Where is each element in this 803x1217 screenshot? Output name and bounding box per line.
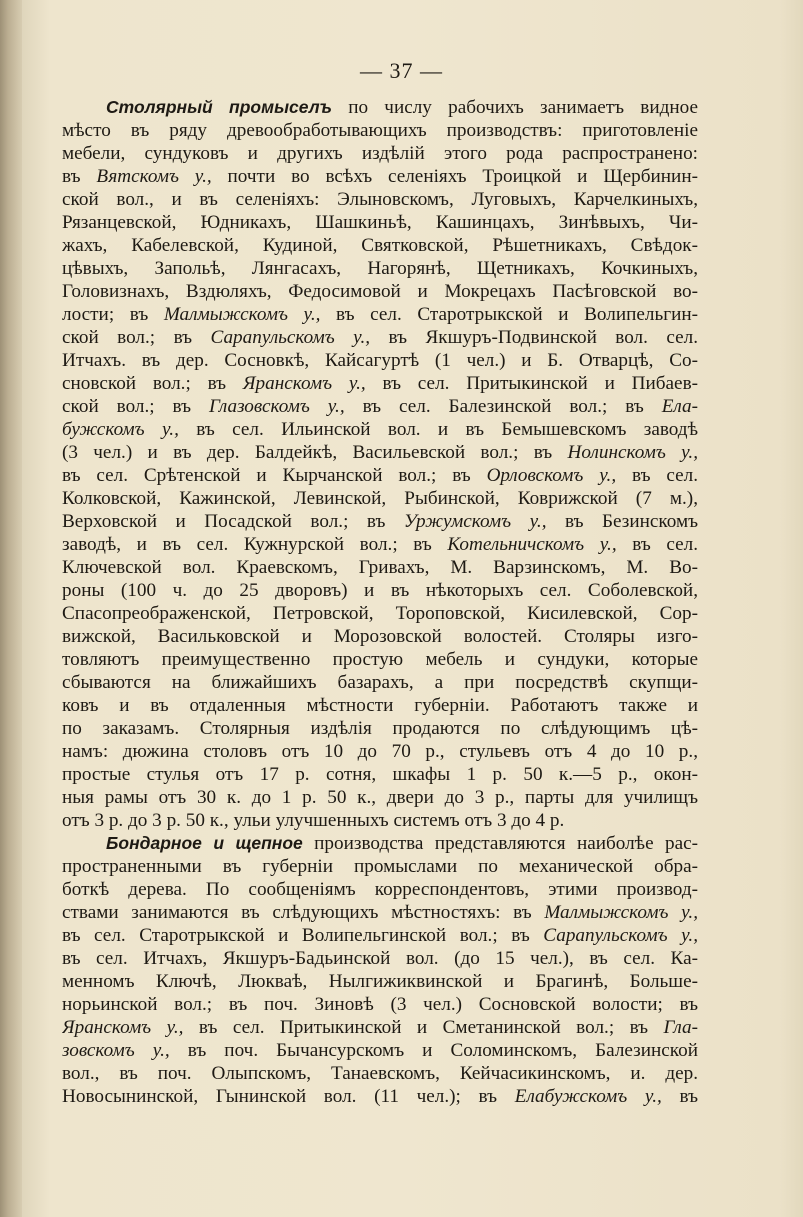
text-span: Спасопреображенской, Петровской, Тороповской, Кисилевской, Сор- <box>62 603 698 624</box>
text-line <box>62 119 698 142</box>
text-span: товляютъ преимущественно простую мебель и сундуки, которые <box>62 649 698 670</box>
text-line <box>62 1016 698 1039</box>
text-span: Головизнахъ, Вздюляхъ, Федосимовой и Мокрецахъ Пасѣговской во- <box>62 281 698 302</box>
place-name: Елабужскомъ у., <box>514 1086 662 1107</box>
text-line <box>62 901 698 924</box>
text-span: въ сел. <box>616 534 698 555</box>
text-span: пространенными въ губерніи промыслами по механической обра- <box>62 856 698 877</box>
text-line <box>62 533 698 556</box>
text-span: норьинской вол.; въ поч. Зиновѣ (3 чел.) Сосновской волости; въ <box>62 994 698 1015</box>
text-line <box>62 211 698 234</box>
text-line <box>62 234 698 257</box>
text-line <box>62 464 698 487</box>
text-span: сновской вол.; въ <box>62 373 243 394</box>
text-span: въ <box>62 166 97 187</box>
text-span: сбываются на ближайшихъ базарахъ, а при посредствѣ скупщи- <box>62 672 698 693</box>
text-span: производства представляются наиболѣе рас- <box>302 833 698 854</box>
text-line <box>62 648 698 671</box>
text-line <box>62 165 698 188</box>
text-span: роны (100 ч. до 25 дворовъ) и въ нѣкоторыхъ сел. Соболевской, <box>62 580 698 601</box>
place-name: Малмыжскомъ у., <box>163 304 321 325</box>
text-span: Новосынинской, Гынинской вол. (11 чел.); въ <box>62 1086 515 1107</box>
text-span: въ сел. Ильинской вол. и въ Бемышевскомъ заводѣ <box>178 419 698 440</box>
place-name: Ела- <box>661 396 698 417</box>
text-span: ской вол.; въ <box>62 396 209 417</box>
text-line <box>62 1062 698 1085</box>
text-span: по числу рабочихъ занимаетъ видное <box>331 97 698 118</box>
text-span: Колковской, Кажинской, Левинской, Рыбинской, Коврижской (7 м.), <box>62 488 698 509</box>
place-name: Малмыжскомъ у., <box>544 902 698 923</box>
text-span: мѣсто въ ряду древообработывающихъ производствъ: приготовленіе <box>62 120 698 141</box>
text-span: въ поч. Бычансурскомъ и Соломинскомъ, Балезинской <box>169 1040 698 1061</box>
text-line <box>62 947 698 970</box>
text-line <box>62 441 698 464</box>
text-span: въ сел. Балезинской вол.; въ <box>344 396 662 417</box>
text-line <box>62 694 698 717</box>
section-heading: Столярный промыселъ <box>106 97 332 117</box>
text-span: въ Якшуръ-Подвинской вол. сел. <box>370 327 698 348</box>
place-name: бужскомъ у., <box>62 419 179 440</box>
section-heading: Бондарное и щепное <box>106 833 303 853</box>
text-span: Рязанцевской, Юдникахъ, Шашкиньѣ, Кашинцахъ, Зинѣвыхъ, Чи- <box>62 212 698 233</box>
text-span: въ сел. Итчахъ, Якшуръ-Бадьинской вол. (до 15 чел.), въ сел. Ка- <box>62 948 698 969</box>
text-span: въ сел. Старотрыкской и Волипельгин- <box>320 304 698 325</box>
text-span: Верховской и Посадской вол.; въ <box>62 511 404 532</box>
place-name: Яранскомъ у., <box>242 373 366 394</box>
text-line <box>62 280 698 303</box>
text-line <box>62 671 698 694</box>
text-span: (3 чел.) и въ дер. Балдейкѣ, Васильевской вол.; въ <box>62 442 568 463</box>
place-name: Уржумскомъ у., <box>403 511 547 532</box>
text-line <box>62 372 698 395</box>
text-span: лости; въ <box>62 304 164 325</box>
text-span: ской вол., и въ селеніяхъ: Элыновскомъ, Луговыхъ, Карчелкиныхъ, <box>62 189 698 210</box>
text-line <box>62 395 698 418</box>
text-span: вижской, Васильковской и Морозовской волостей. Столяры изго- <box>62 626 698 647</box>
text-line <box>62 878 698 901</box>
text-line <box>62 625 698 648</box>
place-name: Орловскомъ у., <box>486 465 617 486</box>
text-line <box>62 763 698 786</box>
place-name: Котельничскомъ у., <box>447 534 617 555</box>
text-span: въ Безинскомъ <box>546 511 698 532</box>
text-span: простые стулья отъ 17 р. сотня, шкафы 1 р. 50 к.—5 р., окон- <box>62 764 698 785</box>
text-line <box>62 602 698 625</box>
text-line <box>62 303 698 326</box>
text-span: заводѣ, и въ сел. Кужнурской вол.; въ <box>62 534 448 555</box>
book-gutter-shadow <box>0 0 22 1217</box>
text-line <box>62 579 698 602</box>
text-line <box>62 1085 698 1108</box>
text-span: въ <box>661 1086 698 1107</box>
text-line <box>62 96 698 119</box>
place-name: Вятскомъ у., <box>96 166 212 187</box>
place-name: Сарапульскомъ у., <box>210 327 371 348</box>
text-line <box>62 326 698 349</box>
text-span: по заказамъ. Столярныя издѣлія продаются по слѣдующимъ цѣ- <box>62 718 698 739</box>
text-line <box>62 142 698 165</box>
text-line <box>62 1039 698 1062</box>
text-span: ковъ и въ отдаленныя мѣстности губерніи. Работаютъ также и <box>62 695 698 716</box>
text-span: въ сел. Притыкинской и Пибаев- <box>365 373 698 394</box>
text-line <box>62 487 698 510</box>
place-name: Глазовскомъ у., <box>208 396 345 417</box>
place-name: Яранскомъ у., <box>62 1017 184 1038</box>
text-line <box>62 993 698 1016</box>
text-span: въ сел. <box>616 465 698 486</box>
text-span: вол., въ поч. Олыпскомъ, Танаевскомъ, Кейчасикинскомъ, и. дер. <box>62 1063 698 1084</box>
place-name: Нолинскомъ у., <box>567 442 698 463</box>
text-span: боткѣ дерева. По сообщеніямъ корреспондентовъ, этими производ- <box>62 879 698 900</box>
text-span: почти во всѣхъ селеніяхъ Троицкой и Щербинин- <box>211 166 698 187</box>
text-span: намъ: дюжина столовъ отъ 10 до 70 р., стульевъ отъ 4 до 10 р., <box>62 741 698 762</box>
place-name: Гла- <box>663 1017 698 1038</box>
text-line <box>62 349 698 372</box>
text-line <box>62 257 698 280</box>
text-line <box>62 740 698 763</box>
text-span: въ сел. Притыкинской и Сметанинской вол.; въ <box>183 1017 664 1038</box>
page-number: — 37 — <box>360 58 443 83</box>
text-line <box>62 832 698 855</box>
text-span: ныя рамы отъ 30 к. до 1 р. 50 к., двери до 3 р., парты для училищъ <box>62 787 698 808</box>
text-line <box>62 418 698 441</box>
text-line <box>62 970 698 993</box>
text-span: менномъ Ключѣ, Люкваѣ, Нылгижиквинской и Брагинѣ, Больше- <box>62 971 698 992</box>
place-name: Сарапульскомъ у., <box>543 925 698 946</box>
text-line <box>62 924 698 947</box>
text-line <box>62 188 698 211</box>
text-span: отъ 3 р. до 3 р. 50 к., ульи улучшенныхъ системъ отъ 3 до 4 р. <box>62 810 565 831</box>
text-span: цѣвыхъ, Запольѣ, Лянгасахъ, Нагорянѣ, Щетникахъ, Кочкиныхъ, <box>62 258 698 279</box>
text-span: Итчахъ. въ дер. Сосновкѣ, Кайсагуртѣ (1 чел.) и Б. Отварцѣ, Со- <box>62 350 698 371</box>
text-span: въ сел. Старотрыкской и Волипельгинской вол.; въ <box>62 925 544 946</box>
text-line <box>62 855 698 878</box>
body-text <box>62 96 698 1108</box>
text-line <box>62 786 698 809</box>
text-line <box>62 717 698 740</box>
text-span: мебели, сундуковъ и другихъ издѣлій этого рода распространено: <box>62 143 698 164</box>
text-span: ской вол.; въ <box>62 327 211 348</box>
text-line <box>62 510 698 533</box>
place-name: зовскомъ у., <box>62 1040 170 1061</box>
text-span: ствами занимаются въ слѣдующихъ мѣстностяхъ: въ <box>62 902 545 923</box>
text-span: Ключевской вол. Краевскомъ, Гривахъ, М. Варзинскомъ, М. Во- <box>62 557 698 578</box>
text-span: жахъ, Кабелевской, Кудиной, Святковской, Рѣшетникахъ, Свѣдок- <box>62 235 698 256</box>
text-line <box>62 809 698 832</box>
text-line <box>62 556 698 579</box>
text-span: въ сел. Срѣтенской и Кырчанской вол.; въ <box>62 465 487 486</box>
